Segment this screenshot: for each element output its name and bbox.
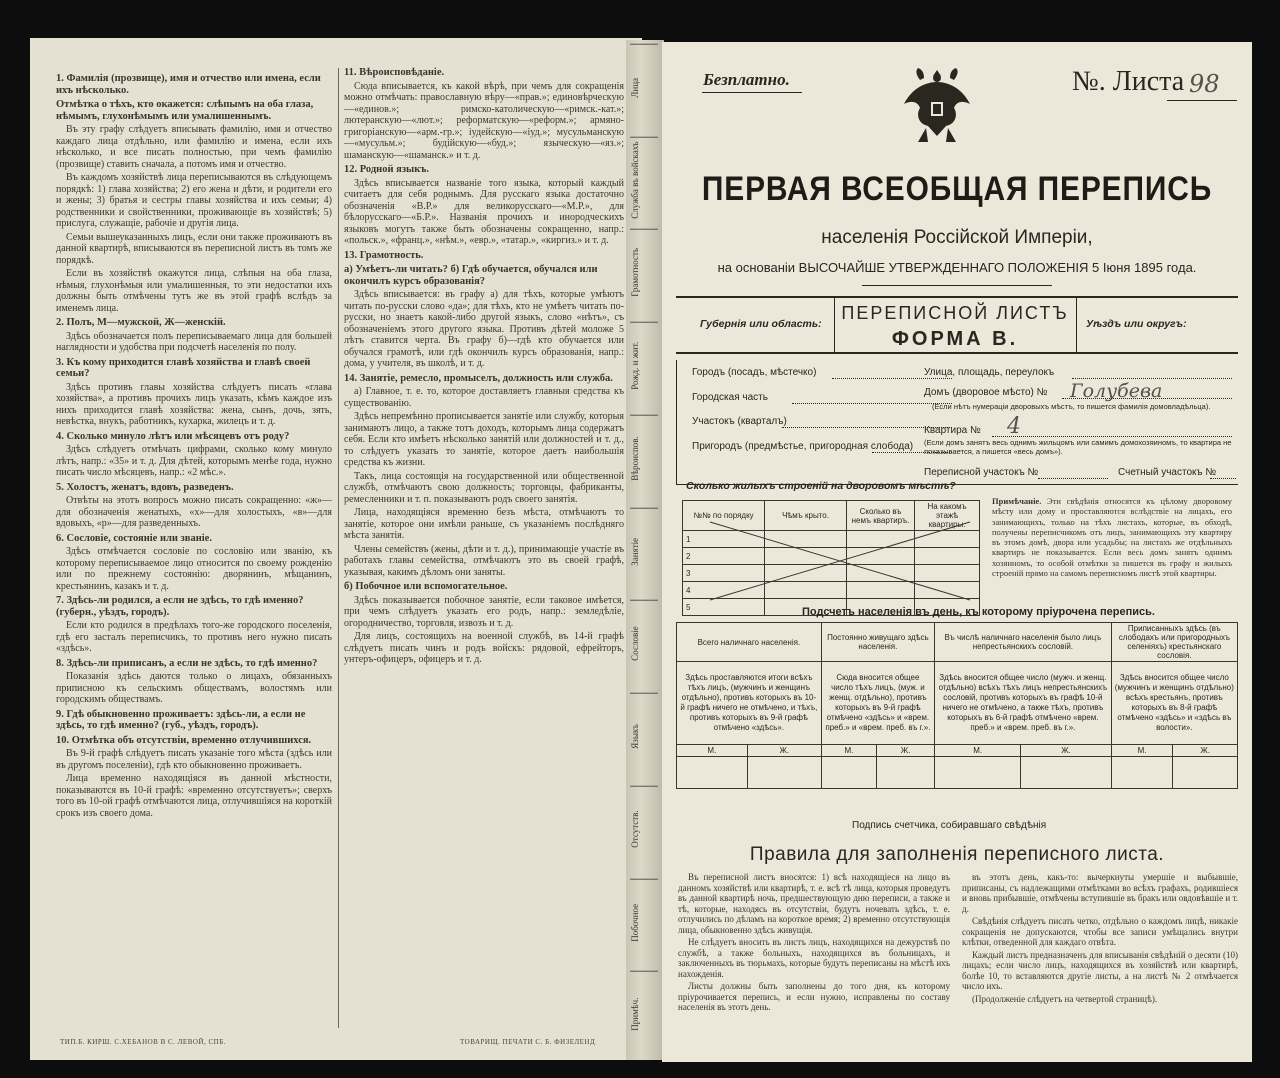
section-heading: 11. Вѣроисповѣданіе. [344,67,445,78]
signature-line: Подпись счетчика, собиравшаго свѣдѣнія [852,820,1047,831]
row-number: 1 [683,531,765,548]
house-field[interactable]: Домъ (дворовое мѣсто) № [924,387,1048,398]
column-header: Постоянно живущаго здѣсь населенія. [821,623,934,662]
paragraph: Въ эту графу слѣдуетъ вписывать фамилію, имя и отчество каждаго лица отдѣльно, или фамилію и имена, если ихъ нѣсколько, и все писать полностью, при чемъ фамилію (прозвище) ставить сначала, а потомъ имя и отчество. [56,124,332,170]
double-headed-eagle-emblem [898,64,976,148]
gutter-tab-label: Сословіе [630,600,658,686]
section-heading: 13. Грамотность. [344,249,424,261]
street-field[interactable]: Улица, площадь, переулокъ [924,367,1055,378]
gutter-tab-label: Служба въ войскахъ [630,137,658,223]
female-label: Ж. [1021,745,1111,757]
count-district-field[interactable]: Счетный участокъ № [1118,467,1217,478]
block-field[interactable]: Участокъ (кварталъ) [692,416,787,427]
column-header: Въ числѣ наличнаго населенія было лицъ непрестьянскихъ сословій. [935,623,1112,662]
paragraph: Здѣсь вписывается названіе того языка, который каждый считаетъ для себя роднымъ. Для русскаго языка достаточно обозначенія «В.Р.» для великорусскаго—«М.Р.», для бѣлорусскаго—«Б.Р.». Названія прочихъ и инородческихъ языковъ могутъ также быть обозначены сокращенно, напр.: «польск.», «франц.», «нѣм.», «евр.», «татар.», «киргиз.» и т. д. [344,177,624,246]
paragraph: Здѣсь обозначается полъ переписываемаго лица для большей наглядности и удобства при подсчетѣ населенія по полу. [56,330,332,353]
house-note: (Если нѣтъ нумераціи дворовыхъ мѣстъ, то пишется фамилія домовладѣльца). [932,402,1211,411]
district-label: Уѣздъ или округъ: [1086,318,1187,330]
gutter-tab-label: Лица [630,44,658,130]
section-heading: 14. Занятіе, ремесло, промыселъ, должность или служба. [344,372,613,384]
left-page [30,38,642,1060]
section-heading: 3. Къ кому приходится главѣ хозяйства и главѣ своей семьи? [56,356,311,379]
paragraph: Здѣсь отмѣчается сословіе по сословію или званію, къ которому переписываемое лицо относится по своему рожденію или по прежнему состоянію: дворянинъ, мѣщанинъ, крестьянинъ, казакъ и т. д. [56,546,332,592]
house-value: Голубева [1070,380,1163,402]
female-label: Ж. [747,745,821,757]
paragraph: Лица, находящіяся временно безъ мѣста, отмѣчаютъ то занятіе, которое они имѣли раньше, съ указаніемъ послѣдняго мѣста занятія. [344,507,624,541]
paragraph: Здѣсь вписывается: въ графу а) для тѣхъ, которые умѣютъ читать по-русски слово «да»; для тѣхъ, кто не умѣетъ читать по-русски, но знаетъ какой-либо другой языкъ, слово «нѣтъ», съ обозначеніемъ этого другого языка. Противъ дѣтей моложе 5 лѣтъ ставится черта. Въ графу б)—гдѣ кто обучается или обучался грамотѣ, или гдѣ окончилъ курсъ образованія, напр.: дома, у учителя, въ школѣ, и т. д. [344,289,624,369]
male-label: М. [1111,745,1173,757]
row-number: 5 [683,599,765,616]
table-row [677,662,1238,745]
paragraph: Такъ, лица состоящія на государственной или общественной службѣ, отмѣчаютъ свою должность; торговцы, фабриканты, ремесленники и т. п. показываютъ родъ своего занятія. [344,470,624,505]
section-heading: Отмѣтка о тѣхъ, кто окажется: слѣпымъ на оба глаза, нѣмымъ, глухонѣмымъ или умалишеннымъ. [56,99,314,122]
form-letter: ФОРМА В. [891,328,1019,350]
sheet-number-label: №. Листа [1072,66,1185,97]
totals-description: Здѣсь вносится общее число (мужч. и женщ. отдѣльно) всѣхъ тѣхъ лицъ непрестьянскихъ сословій, противъ которыхъ въ графѣ 10-й ничего не отмѣчено, а также тѣхъ, противъ которыхъ въ 6-й графѣ отмѣчено «врем. преб.» и «врем. преб. въ г.». [935,662,1112,745]
column-header: На какомъ этажѣ квартиры. [915,501,980,531]
table-header-row [677,623,1238,662]
document-title: ПЕРВАЯ ВСЕОБЩАЯ ПЕРЕПИСЬ [701,170,1213,208]
province-label: Губернія или область: [700,318,822,330]
paragraph: Здѣсь показывается побочное занятіе, если таковое имѣется, при чемъ слѣдуетъ указать его родъ, напр.: земледѣліе, огородничество, торговля, извозъ и т. д. [344,594,624,629]
male-label: М. [935,745,1021,757]
section-heading: а) Умѣетъ-ли читать? б) Гдѣ обучается, обучался или окончилъ курсъ образованія? [344,264,598,287]
section-heading: 6. Сословіе, состояніе или званіе. [56,532,212,544]
gutter-tab-label: Грамотность [630,229,658,315]
totals-description: Здѣсь вносится общее число (мужчинъ и женщинъ отдѣльно) всѣхъ крестьянъ, противъ которыхъ въ 8-й графѣ отмѣчено «здѣсь» и «здѣсь въ волости». [1111,662,1237,745]
instructions-column-1 [56,70,332,1030]
document-subtitle: населенія Россійской Имперіи, [821,227,1093,248]
section-heading: 2. Полъ, М—мужской, Ж—женскій. [56,317,226,328]
apartment-field[interactable]: Квартира № [924,425,981,436]
totals-description: Здѣсь проставляются итоги всѣхъ тѣхъ лицъ, (мужчинъ и женщинъ отдѣльно), противъ которыхъ въ 10-й графѣ ничего не отмѣчено, и тѣхъ, противъ которыхъ въ 9-й графѣ отмѣчено «здѣсь». [677,662,822,745]
gutter-tab-label: Побочное [630,879,658,965]
rules-column-2 [962,872,1238,1032]
gutter-tab-label: Рожд. и жит. [630,322,658,408]
paragraph: Если кто родился в предѣлахъ того-же городского поселенія, гдѣ его засталъ переписчикъ, то противъ него нужно писать «здѣсь». [56,620,332,654]
paragraph: Здѣсь противъ главы хозяйства слѣдуетъ писать «глава хозяйства», а противъ прочихъ лицъ указать, кѣмъ каждое изъ нихъ приходится главѣ хозяйства: жена, сынъ, дочь, зять, невѣстка, внукъ, работникъ, кухарка, жилецъ и т. д. [56,381,332,427]
male-label: М. [677,745,748,757]
totals-description: Сюда вносится общее число тѣхъ лицъ, (муж. и женщ. отдѣльно), противъ которыхъ въ 9-й графѣ отмѣчено «здѣсь» и «врем. преб.» и «врем. преб. въ г.». [821,662,934,745]
paragraph: Въ каждомъ хозяйствѣ лица переписываются въ слѣдующемъ порядкѣ: 1) глава хозяйства; 2) его жена и дѣти, и родители его и жены; 3) братья и сестры главы хозяйства и ихъ семьи; 4) родственники и свойственники, проживающіе въ хозяйствѣ; 5) прислуга, служащіе, рабочіе и другія лица. [56,172,332,229]
table-row [677,757,1238,789]
male-label: М. [821,745,876,757]
paragraph: Показанія здѣсь даются только о лицахъ, обязанныхъ приписною къ сельскимъ обществамъ, волостямъ или городскимъ обществамъ. [56,671,332,705]
rules-title: Правила для заполненія переписного листа. [749,844,1165,865]
section-heading: 9. Гдѣ обыкновенно проживаетъ: здѣсь-ли, а если не здѣсь, то гдѣ именно? (губ., уѣздъ, городъ). [56,708,306,731]
paragraph: Семьи вышеуказанныхъ лицъ, если они также проживаютъ въ данной квартирѣ, вписываются въ переписной листъ въ томъ же порядкѣ. [56,231,332,266]
paragraph: Здѣсь слѣдуетъ отмѣчать цифрами, сколько кому минуло лѣтъ, напр.: «35» и т. д. Для дѣтей, которымъ менѣе года, нужно писать число мѣсяцевъ, напр.: «2 мѣс.». [56,444,332,478]
paragraph: Если въ хозяйствѣ окажутся лица, слѣпыя на оба глаза, нѣмыя, глухонѣмыя или умалишенныя, то эти недостатки ихъ должны быть отмѣчены тутъ же въ этой графѣ вслѣдъ за именемъ лица. [56,268,332,314]
rule-paragraph: Свѣдѣнія слѣдуетъ писать четко, отдѣльно о каждомъ лицѣ, никакіе сокращенія не допускаются, чтобы все записи умѣщались внутри клѣтки, отведенной для каждаго отвѣта. [962,916,1238,947]
rule-paragraph: Листы должны быть заполнены до того дня, къ которому пріурочивается перепись, и если нужно, исправлены по составу населенія въ этотъ день. [678,981,950,1012]
printer-imprint-left: ТИП.Б. КИРШ. С.ХЕБАНОВ В С. ЛЕВОЙ, СПБ. [60,1038,226,1046]
apartment-value: 4 [1007,414,1021,439]
column-header: Чѣмъ крыто. [765,501,847,531]
female-label: Ж. [877,745,935,757]
female-label: Ж. [1173,745,1238,757]
section-heading: б) Побочное или вспомогательное. [344,581,508,592]
buildings-title: Сколько жилыхъ строеній на дворовомъ мѣстѣ? [686,480,956,492]
section-heading: 1. Фамилія (прозвище), имя и отчество или имена, если ихъ нѣсколько. [56,73,321,96]
rules-column-1 [678,872,950,1032]
paragraph: Лица временно находящіяся въ данной мѣстности, показываются въ 10-й графѣ: «временно отсутствуетъ»; сверхъ того въ 10-ой графѣ отмѣчаются лица, отлучившіяся на короткій срокъ изъ своего дома. [56,773,332,819]
paragraph: Для лицъ, состоящихъ на военной службѣ, въ 14-й графѣ слѣдуетъ писать чинъ и родъ войскъ: рядовой, ефрейторъ, унтеръ-офицеръ, офицеръ и т. д. [344,631,624,665]
column-header: Всего наличнаго населенія. [677,623,822,662]
form-title: ПЕРЕПИСНОЙ ЛИСТЪ [841,303,1069,323]
right-page [662,42,1252,1062]
section-heading: 8. Здѣсь-ли приписанъ, а если не здѣсь, то гдѣ именно? [56,657,318,669]
legal-basis: на основаніи ВЫСОЧАЙШЕ УТВЕРЖДЕННАГО ПОЛОЖЕНІЯ 5 Іюня 1895 года. [717,260,1197,275]
totals-title: Подсчетъ населенія въ день, къ которому пріурочена перепись. [802,606,1155,618]
row-number: 3 [683,565,765,582]
note-label: Примѣчаніе. [992,496,1042,506]
census-district-field[interactable]: Переписной участокъ № [924,467,1039,478]
section-heading: 5. Холостъ, женатъ, вдовъ, разведенъ. [56,481,234,493]
paragraph: Сюда вписывается, къ какой вѣрѣ, при чемъ для сокращенія можно отмѣчать: православную вѣру—«прав.»; единовѣрческую—«единов.»; римско-католическую—«римск.-кат.»; лютеранскую—«лют.»; реформатскую—«реформ.»; армяно-григоріанскую—«арм.-гр.»; іудейскую—«іуд.»; мусульманскую—«мусульм.»; будійскую—«буд.»; языческую—«яз.»; шаманскую—«шаманск.» и т. д. [344,80,624,161]
row-number: 2 [683,548,765,565]
paragraph: Здѣсь непремѣнно прописывается занятіе или службу, которыя занимаютъ лицо, а также тотъ доходъ, которымъ лица содержатъ себя. Если кто имѣетъ нѣсколько занятій или должностей и т. д., то слѣдуетъ указать то занятіе, которое даетъ наибольшія средства къ жизни. [344,411,624,468]
section-heading: 12. Родной языкъ. [344,164,430,175]
table-row [677,745,1238,757]
note-text: Эти свѣдѣнія относятся къ цѣлому дворовому мѣсту или дому и проставляются вслѣдствіе на лицахъ, его занимающихъ, только на тѣхъ листахъ, которые, въ обходѣ, получены переписчикомъ отъ лицъ, занимающихъ эту квартиру въ этомъ домѣ, двора или усадьбы; на листахъ же отдѣльныхъ квартиръ не показывается. Если весь домъ занятъ однимъ хозяиномъ, то особой отмѣтки за пишется въ графу и жилыхъ строеній прямо на самомъ переписномъ листѣ этой квартиры. [992,496,1233,579]
column-header: №№ по порядку [683,501,765,531]
gutter-tab-label: Отсутств. [630,786,658,872]
instructions-column-2 [344,64,624,1028]
gutter-tab-label: Языкъ [630,693,658,779]
gutter-tab-label: Примѣч. [630,971,658,1057]
rule-paragraph: (Продолженіе слѣдуетъ на четвертой страницѣ). [972,993,1158,1004]
cross-out-mark [706,518,976,604]
paragraph: а) Главное, т. е. то, которое доставляетъ главныя средства къ существованію. [344,386,624,409]
column-header: Сколько въ немъ квартиръ. [846,501,914,531]
gutter-tab-label: Вѣроиспов. [630,415,658,501]
suburb-field[interactable]: Пригородъ (предмѣстье, пригородная слобода) [692,441,914,452]
printer-imprint-right: ТОВАРИЩ. ПЕЧАТИ С. Б. ФИЗЕЛЕНД [460,1038,596,1046]
section-heading: 10. Отмѣтка объ отсутствіи, временно отлучившихся. [56,734,312,746]
row-number: 4 [683,582,765,599]
section-heading: 4. Сколько минуло лѣтъ или мѣсяцевъ отъ роду? [56,430,290,442]
rule-paragraph: Въ переписной листъ вносятся: 1) всѣ находящіеся на лицо въ данномъ хозяйствѣ или квартирѣ, т. е. всѣ тѣ лица, которыя проведутъ въ данной квартирѣ ночь, предшествующую дню переписи, а также и тѣ, которые, находясь въ отсутствіи, будутъ ночевать здѣсь, т. е. отлучились по дѣламъ на короткое время; 2) временно отсутствующія лица, обыкновенно здѣсь живущія. [678,872,950,935]
rule-paragraph: Каждый листъ предназначенъ для вписыванія свѣдѣній о десяти (10) лицахъ; если число лицъ, находящихся въ хозяйствѣ или квартирѣ, болѣе 10, то вставляются другіе листы, а на листѣ № 2 отмѣчается число ихъ. [962,949,1238,991]
sheet-number-value: 98 [1189,70,1220,98]
gutter-tab-strip [626,40,664,1060]
paragraph: Члены семействъ (жены, дѣти и т. д.), принимающіе участіе въ работахъ главы семейства, отмѣчаютъ это въ своей графѣ, указывая, какимъ дѣломъ они заняты. [344,543,624,578]
paragraph: Въ 9-й графѣ слѣдуетъ писать указаніе того мѣста (здѣсь или въ другомъ поселеніи), гдѣ кто обыкновенно проживаетъ. [56,748,332,771]
totals-table [676,622,1238,789]
paragraph: Отвѣты на этотъ вопросъ можно писать сокращенно: «ж»—для обозначенія женатыхъ, «х»—для холостыхъ, «в»—для вдовыхъ, «р»—для разведенныхъ. [56,495,332,529]
gutter-tab-label: Занятіе [630,508,658,594]
free-label: Безплатно. [703,70,790,89]
section-heading: 7. Здѣсь-ли родился, а если не здѣсь, то гдѣ именно? (губерн., уѣздъ, городъ). [56,595,304,618]
city-part-field[interactable]: Городская часть [692,392,768,403]
rule-paragraph: въ этотъ день, какъ-то: вычеркнуты умершіе и выбывшіе, приписаны, съ надлежащими отмѣтками во всѣхъ графахъ, родившіеся и вновь прибывшіе, отмѣчены вступившіе въ бракъ или овдовѣвшіе и т. д. [962,872,1238,914]
city-field[interactable]: Городъ (посадъ, мѣстечко) [692,367,817,378]
column-header: Приписанныхъ здѣсь (въ слободахъ или пригородныхъ селеніяхъ) крестьянскаго сословія. [1111,623,1237,662]
rule-paragraph: Не слѣдуетъ вносить въ листъ лицъ, находящихся на дежурствѣ по службѣ, а также больныхъ, находящихся въ больницахъ, и заключенныхъ въ тюрьмахъ, которые будутъ переписаны на мѣстѣ ихъ нахожденія. [678,937,950,979]
apartment-note: (Если домъ занятъ весь однимъ жильцомъ или самимъ домохозяиномъ, то квартира не показывается, а пишется «весь домъ»). [924,438,1232,456]
buildings-note [992,496,1232,578]
